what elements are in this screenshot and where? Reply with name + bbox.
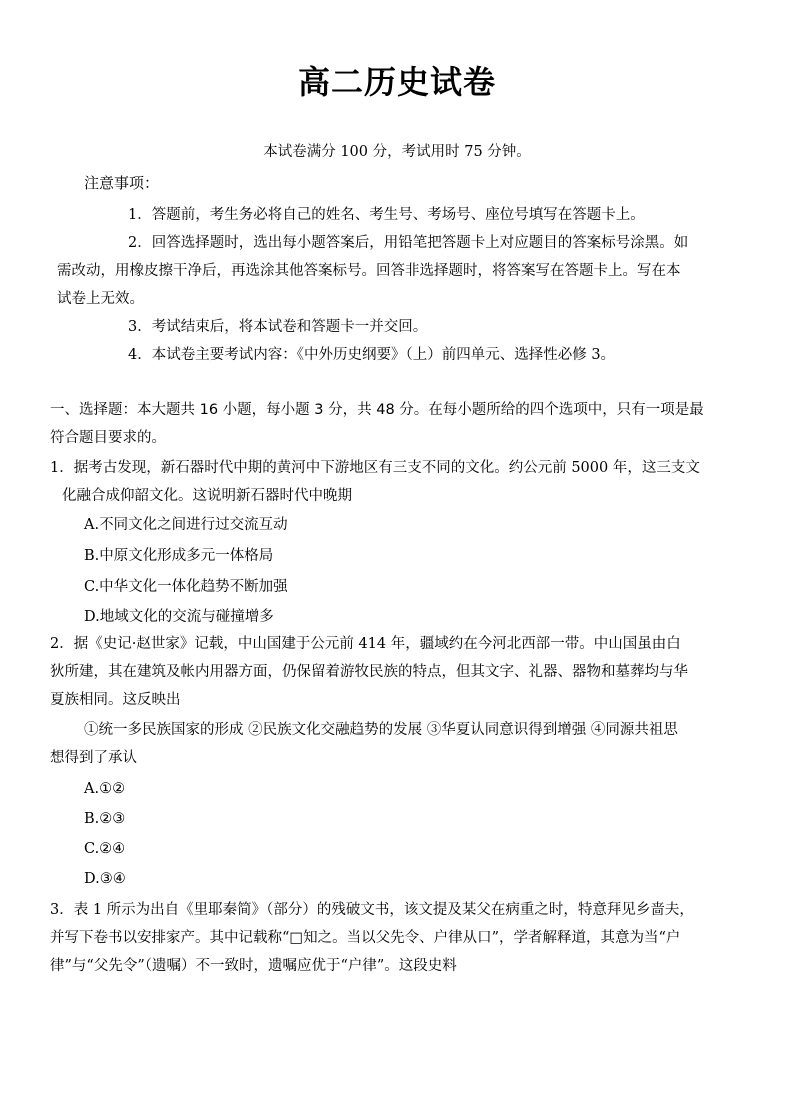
- exam-info: 本试卷满分 100 分，考试用时 75 分钟。: [263, 144, 531, 160]
- question-3-stem: 3．表 1 所示为出自《里耶秦简》（部分）的残破文书，该文提及某父在病重之时，特意拜见乡啬夫，: [50, 902, 694, 918]
- section-heading: 一、选择题：本大题共 16 小题，每小题 3 分，共 48 分。在每小题所给的四个选项中，只有一项是最: [50, 402, 704, 418]
- notice-item-continued: 试卷上无效。: [57, 291, 144, 307]
- notice-heading: 注意事项：: [84, 174, 160, 192]
- question-2-items-continued: 想得到了承认: [50, 750, 137, 766]
- question-2-stem-continued: 狄所建，其在建筑及帐内用器方面，仍保留着游牧民族的特点，但其文字、礼器、器物和墓葬均与华: [50, 664, 688, 680]
- question-1-option-d: D.地域文化的交流与碰撞增多: [84, 609, 274, 625]
- question-3-stem-continued: 并写下卷书以安排家产。其中记载称“□知之。当以父先令、户律从口”，学者解释道，其意为当“户: [50, 930, 681, 946]
- question-1-option-a: A.不同文化之间进行过交流互动: [84, 517, 288, 533]
- question-1-option-b: B.中原文化形成多元一体格局: [84, 548, 274, 564]
- question-2-option-c: C.②④: [84, 841, 126, 857]
- question-2-option-d: D.③④: [84, 871, 126, 887]
- page-title: 高二历史试卷: [297, 63, 496, 101]
- question-1-stem-continued: 化融合成仰韶文化。这说明新石器时代中晚期: [62, 488, 352, 504]
- question-1-stem: 1．据考古发现，新石器时代中期的黄河中下游地区有三支不同的文化。约公元前 5000 年，这三支文: [50, 460, 700, 476]
- notice-item: 4．本试卷主要考试内容：《中外历史纲要》（上）前四单元、选择性必修 3。: [128, 347, 616, 363]
- notice-item: 1．答题前，考生务必将自己的姓名、考生号、考场号、座位号填写在答题卡上。: [128, 207, 645, 223]
- question-2-items: ①统一多民族国家的形成 ②民族文化交融趋势的发展 ③华夏认同意识得到增强 ④同源共祖思: [84, 722, 678, 738]
- question-2-stem: 2．据《史记·赵世家》记载，中山国建于公元前 414 年，疆域约在今河北西部一带。中山国虽由白: [50, 636, 681, 652]
- question-1-option-c: C.中华文化一体化趋势不断加强: [84, 579, 288, 595]
- question-2-option-b: B.②③: [84, 811, 126, 827]
- question-3-stem-continued: 律”与“父先令”（遗嘱）不一致时，遗嘱应优于“户律”。这段史料: [50, 958, 457, 974]
- question-2-stem-continued: 夏族相同。这反映出: [50, 692, 181, 708]
- section-heading-continued: 符合题目要求的。: [50, 430, 166, 446]
- notice-item: 2．回答选择题时，选出每小题答案后，用铅笔把答题卡上对应题目的答案标号涂黑。如: [128, 235, 689, 251]
- question-2-option-a: A.①②: [84, 781, 126, 797]
- notice-item-continued: 需改动，用橡皮擦干净后，再选涂其他答案标号。回答非选择题时，将答案写在答题卡上。写在本: [57, 263, 681, 279]
- notice-item: 3．考试结束后，将本试卷和答题卡一并交回。: [128, 319, 428, 335]
